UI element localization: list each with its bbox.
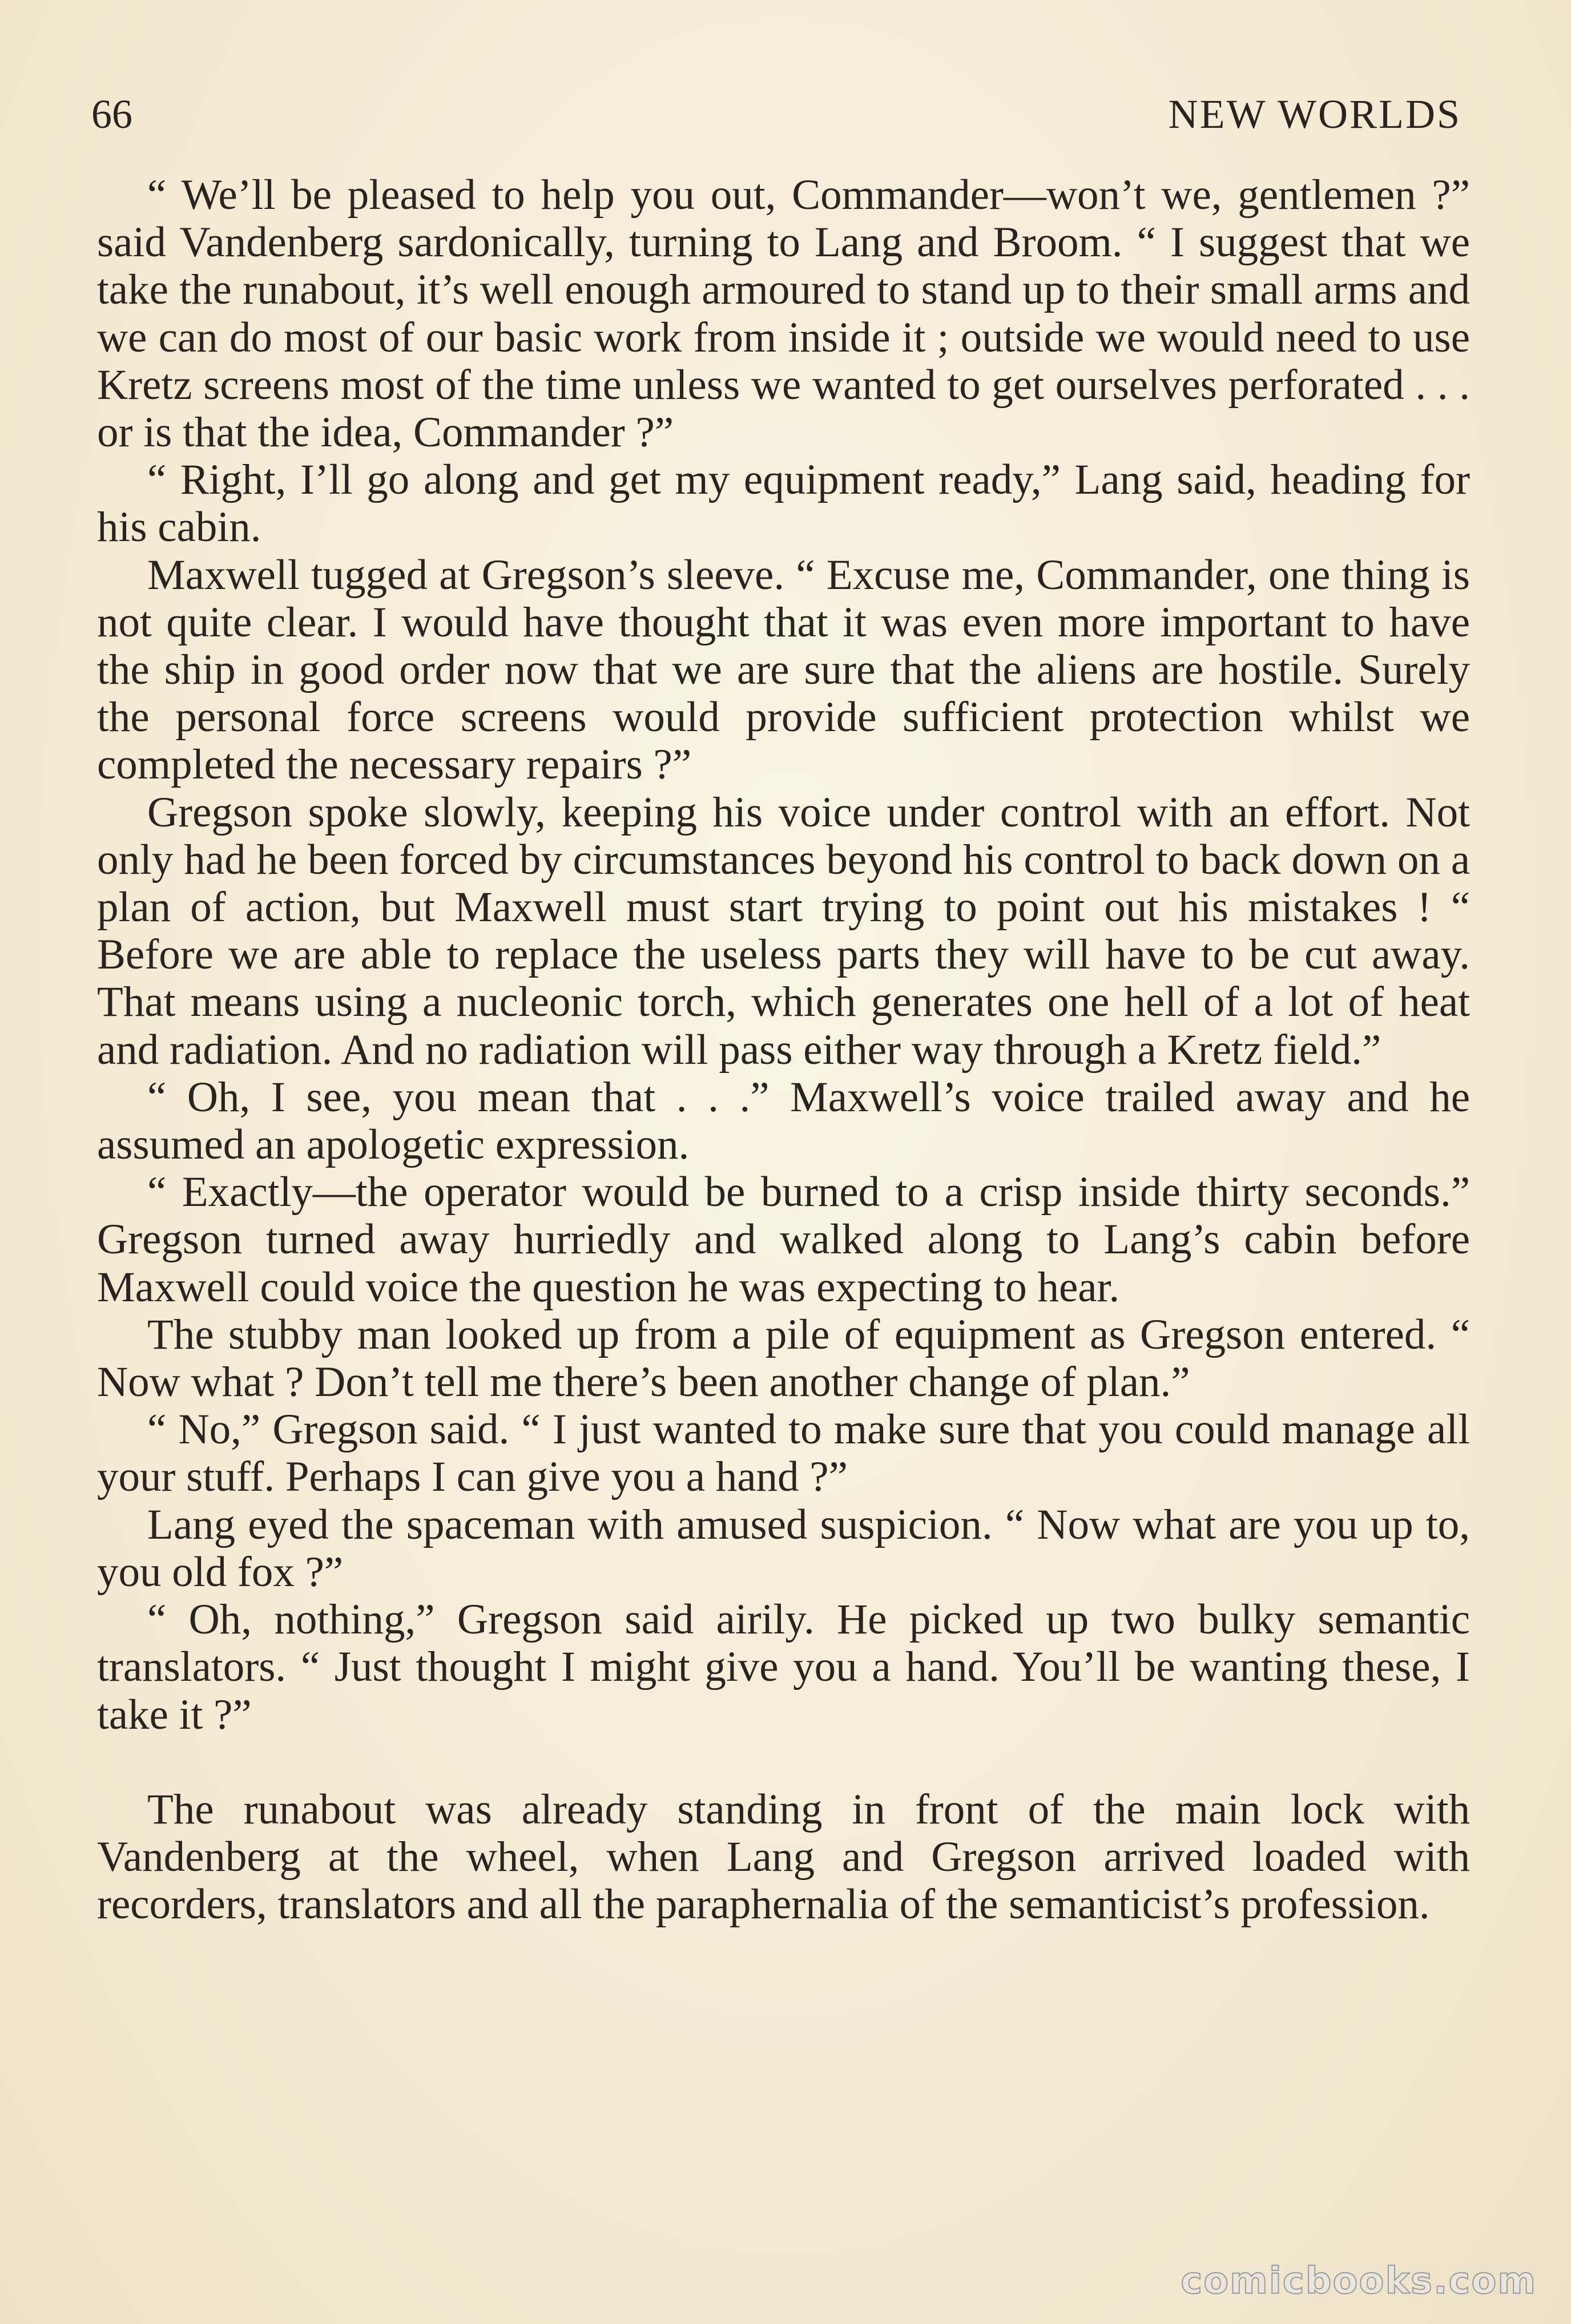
running-head: NEW WORLDS <box>1168 91 1461 137</box>
watermark: comicbooks.com <box>1181 2260 1537 2302</box>
paragraph: “ Right, I’ll go along and get my equipment ready,” Lang said, heading for his cabin. <box>97 456 1470 551</box>
paragraph: “ Exactly—the operator would be burned to a crisp inside thirty seconds.” Gregson turned away hurriedly and walked along to Lang’s cabin before Maxwell could voice the question he was expecting to hear. <box>97 1168 1470 1311</box>
paragraph: “ Oh, I see, you mean that . . .” Maxwell’s voice trailed away and he assumed an apologetic expression. <box>97 1073 1470 1169</box>
paragraph: Lang eyed the spaceman with amused suspicion. “ Now what are you up to, you old fox ?” <box>97 1500 1470 1596</box>
paragraph: “ We’ll be pleased to help you out, Commander—won’t we, gentlemen ?” said Vandenberg sardonically, turning to Lang and Broom. “ I suggest that we take the runabout, it’s well enough armoured to stand up to their small arms and we can do most of our basic work from inside it ; outside we would need to use Kretz screens most of the time unless we wanted to get ourselves perforated . . . or is that the idea, Commander ?” <box>97 171 1470 457</box>
paragraph: Maxwell tugged at Gregson’s sleeve. “ Excuse me, Commander, one thing is not quite clear. I would have thought that it was even more important to have the ship in good order now that we are sure that the aliens are hostile. Surely the personal force screens would provide sufficient protection whilst we completed the necessary repairs ?” <box>97 551 1470 789</box>
paragraph: “ No,” Gregson said. “ I just wanted to make sure that you could manage all your stuff. Perhaps I can give you a hand ?” <box>97 1406 1470 1501</box>
paragraph: Gregson spoke slowly, keeping his voice under control with an effort. Not only had he been forced by circumstances beyond his control to back down on a plan of action, but Maxwell must start trying to point out his mistakes ! “ Before we are able to replace the useless parts they will have to be cut away. That means using a nucleonic torch, which generates one hell of a lot of heat and radiation. And no radiation will pass either way through a Kretz field.” <box>97 788 1470 1074</box>
paragraph: The stubby man looked up from a pile of equipment as Gregson entered. “ Now what ? Don’t tell me there’s been another change of plan.” <box>97 1310 1470 1406</box>
paragraph: The runabout was already standing in front of the main lock with Vandenberg at the wheel, when Lang and Gregson arrived loaded with recorders, translators and all the paraphernalia of the semanticist’s profession. <box>97 1785 1470 1928</box>
page-header <box>91 88 1461 140</box>
body-text <box>97 171 1470 1928</box>
paragraph: “ Oh, nothing,” Gregson said airily. He picked up two bulky semantic translators. “ Just thought I might give you a hand. You’ll be wanting these, I take it ?” <box>97 1596 1470 1738</box>
page-number: 66 <box>91 91 132 137</box>
